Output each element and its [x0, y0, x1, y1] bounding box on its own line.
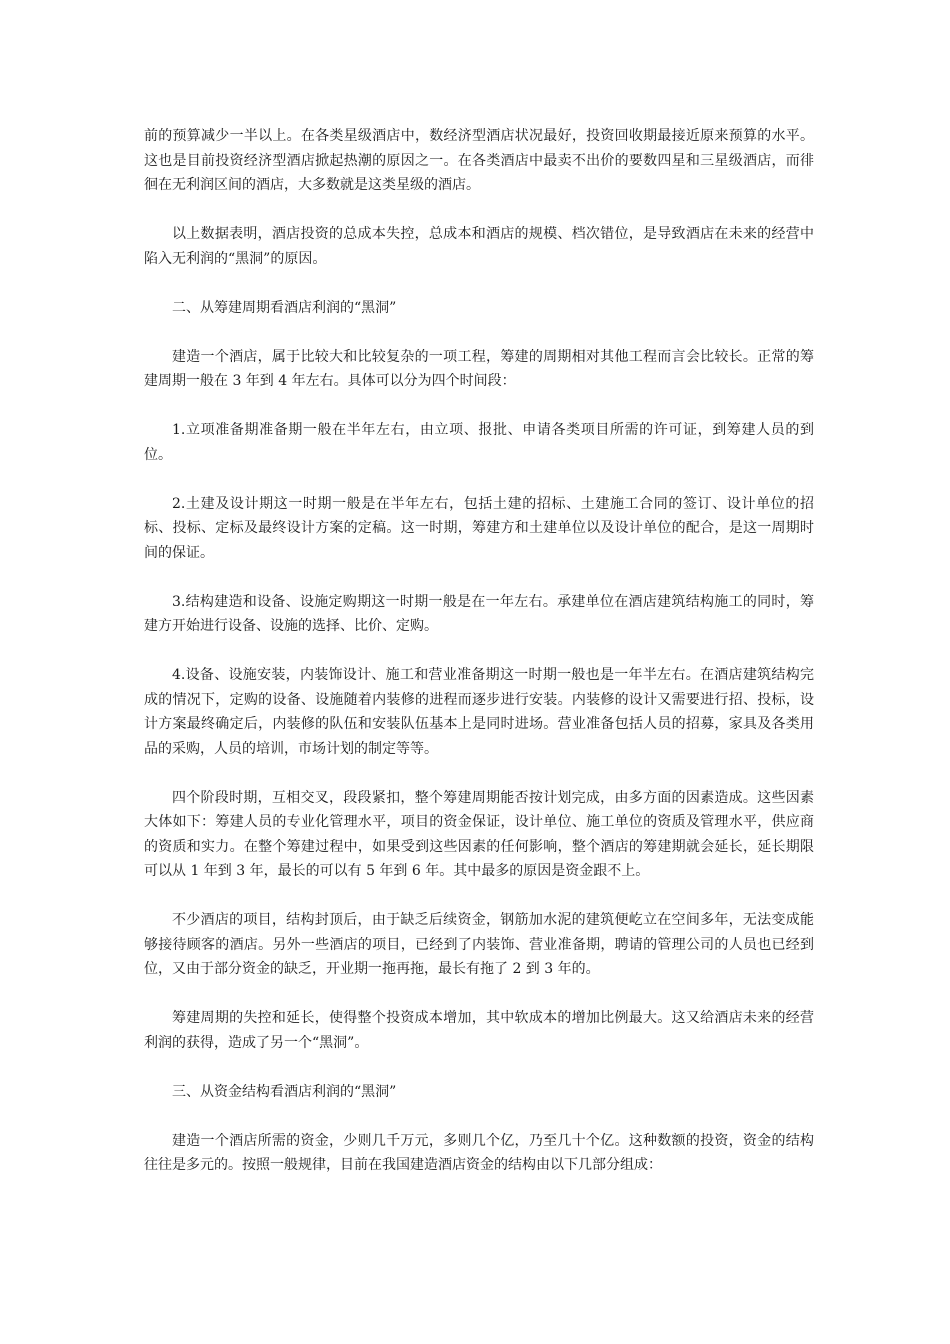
paragraph-budget-continuation: 前的预算减少一半以上。在各类星级酒店中，数经济型酒店状况最好，投资回收期最接近原来预算的水平。这也是目前投资经济型酒店掀起热潮的原因之一。在各类酒店中最卖不出价的要数四星和三星级酒店，而徘徊在无利润区间的酒店，大多数就是这类星级的酒店。	[144, 128, 814, 193]
section-heading-capital-structure: 三、从资金结构看酒店利润的“黑洞”	[172, 1083, 397, 1100]
paragraph-capital-intro: 建造一个酒店所需的资金，少则几千万元，多则几个亿，乃至几十个亿。这种数额的投资，资金的结构往往是多元的。按照一般规律，目前在我国建造酒店资金的结构由以下几部分组成：	[144, 1132, 814, 1173]
paragraph-stage-4: 4.设备、设施安装，内装饰设计、施工和营业准备期这一时期一般也是一年半左右。在酒店建筑结构完成的情况下，定购的设备、设施随着内装修的进程而逐步进行安装。内装修的设计又需要进行招、投标，设计方案最终确定后，内装修的队伍和安装队伍基本上是同时进场。营业准备包括人员的招募，家具及各类用品的采购，人员的培训，市场计划的制定等等。	[144, 667, 814, 757]
paragraph-cost-conclusion: 以上数据表明，酒店投资的总成本失控，总成本和酒店的规模、档次错位，是导致酒店在未来的经营中陷入无利润的“黑洞”的原因。	[144, 226, 814, 267]
paragraph-construction-intro: 建造一个酒店，属于比较大和比较复杂的一项工程，筹建的周期相对其他工程而言会比较长。正常的筹建周期一般在 3 年到 4 年左右。具体可以分为四个时间段：	[144, 348, 814, 389]
paragraph-stage-3: 3.结构建造和设备、设施定购期这一时期一般是在一年左右。承建单位在酒店建筑结构施工的同时，筹建方开始进行设备、设施的选择、比价、定购。	[144, 593, 814, 634]
section-heading-construction-period: 二、从筹建周期看酒店利润的“黑洞”	[172, 299, 397, 316]
paragraph-stage-2: 2.土建及设计期这一时期一般是在半年左右，包括土建的招标、土建施工合同的签订、设计单位的招标、投标、定标及最终设计方案的定稿。这一时期，筹建方和土建单位以及设计单位的配合，是这一周期时间的保证。	[144, 495, 814, 561]
paragraph-funding-delays: 不少酒店的项目，结构封顶后，由于缺乏后续资金，钢筋加水泥的建筑便屹立在空间多年，无法变成能够接待顾客的酒店。另外一些酒店的项目，已经到了内装饰、营业准备期，聘请的管理公司的人员也已经到位，又由于部分资金的缺乏，开业期一拖再拖，最长有拖了 2 到 3 年的。	[144, 912, 814, 977]
paragraph-stage-1: 1.立项准备期准备期一般在半年左右，由立项、报批、申请各类项目所需的许可证，到筹建人员的到位。	[144, 422, 814, 463]
paragraph-stage-factors: 四个阶段时期，互相交叉，段段紧扣，整个筹建周期能否按计划完成，由多方面的因素造成。这些因素大体如下：筹建人员的专业化管理水平，项目的资金保证，设计单位、施工单位的资质及管理水平，供应商的资质和实力。在整个筹建过程中，如果受到这些因素的任何影响，整个酒店的筹建期就会延长，延长期限可以从 1 年到 3 年，最长的可以有 5 年到 6 年。其中最多的原因是资金跟不上。	[144, 789, 814, 879]
document-body	[144, 124, 814, 1202]
paragraph-cost-increase: 筹建周期的失控和延长，使得整个投资成本增加，其中软成本的增加比例最大。这又给酒店未来的经营利润的获得，造成了另一个“黑洞”。	[144, 1010, 814, 1051]
